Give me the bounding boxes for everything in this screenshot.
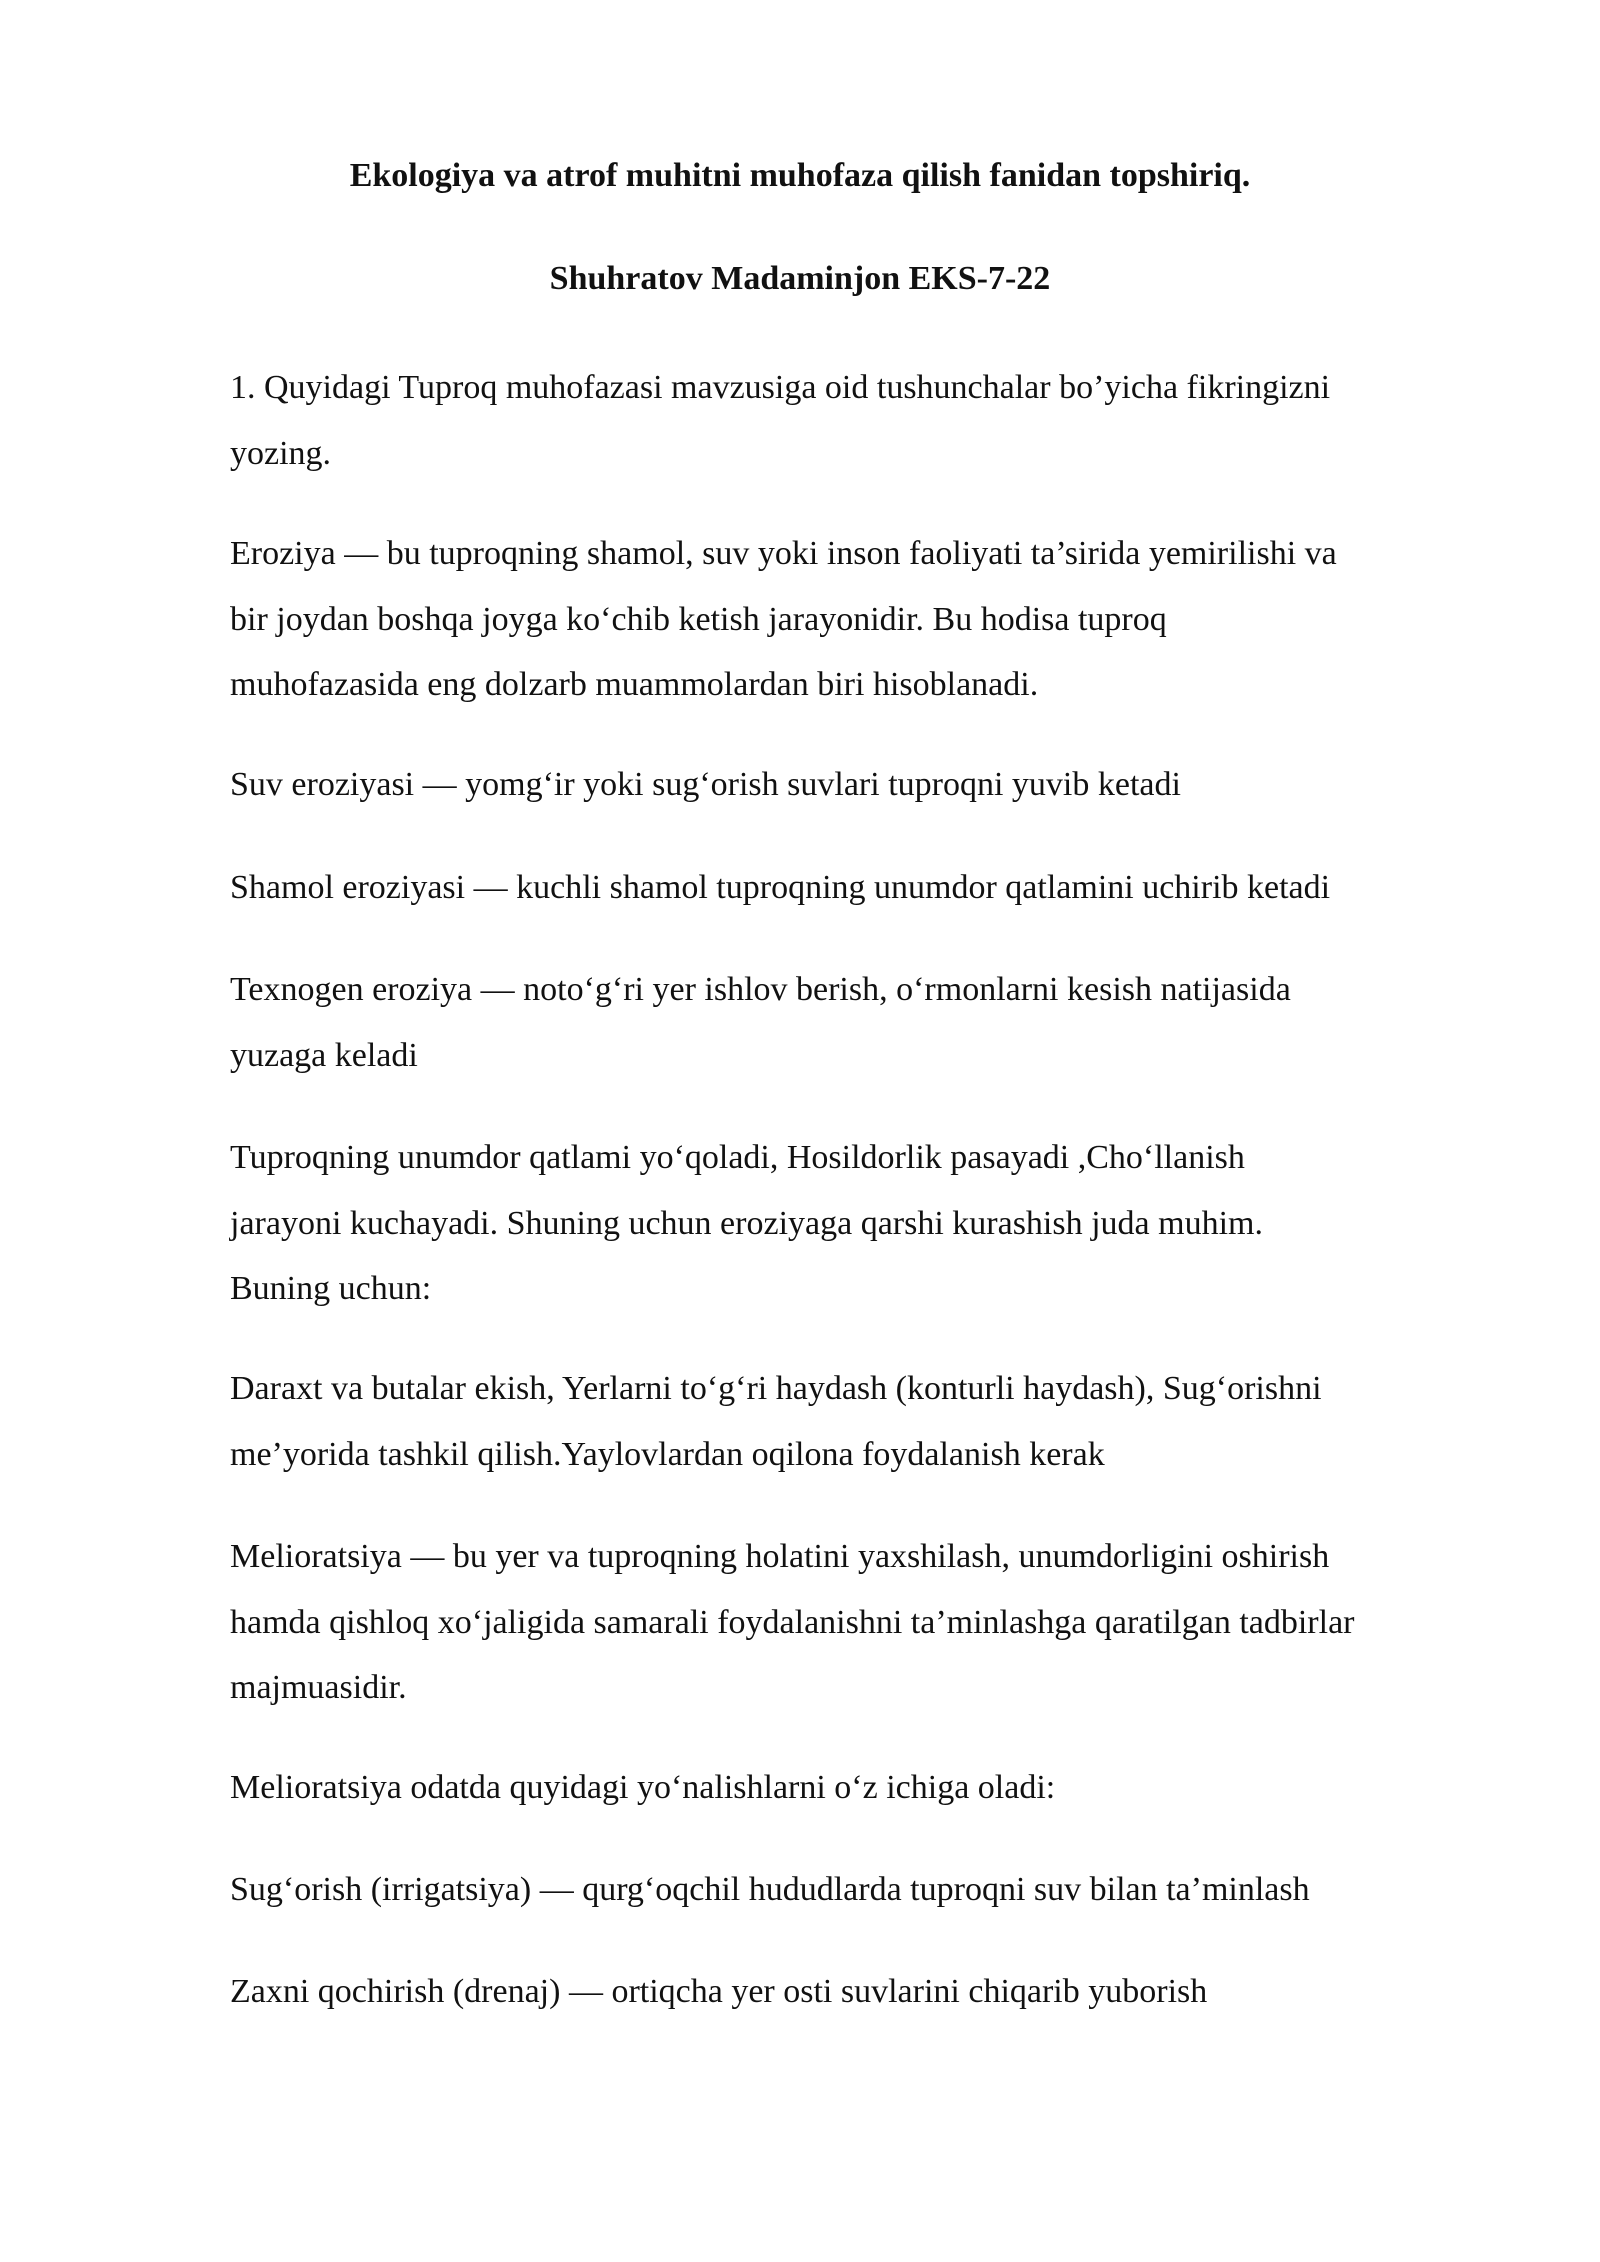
paragraph-line: bir joydan boshqa joyga ko‘chib ketish jarayonidir. Bu hodisa tuproq: [230, 600, 1167, 638]
paragraph-line: majmuasidir.: [230, 1669, 407, 1706]
paragraph-line: Shamol eroziyasi — kuchli shamol tuproqning unumdor qatlamini uchirib ketadi: [230, 869, 1331, 906]
paragraph-line: Daraxt va butalar ekish, Yerlarni to‘g‘ri haydash (konturli haydash), Sug‘orishni: [230, 1370, 1322, 1407]
paragraph-line: muhofazasida eng dolzarb muammolardan biri hisoblanadi.: [230, 666, 1039, 703]
paragraph-line: Zaxni qochirish (drenaj) — ortiqcha yer osti suvlarini chiqarib yuborish: [230, 1973, 1208, 2010]
paragraph-question: [230, 355, 1510, 486]
paragraph-line: yuzaga keladi: [230, 1036, 418, 1074]
paragraph-line: Buning uchun:: [230, 1270, 432, 1307]
paragraph-measures: [230, 1356, 1510, 1487]
paragraph-melioration-definition: [230, 1524, 1510, 1721]
paragraph-line: Melioratsiya — bu yer va tuproqning holatini yaxshilash, unumdorligini oshirish: [230, 1538, 1330, 1575]
paragraph-line: Eroziya — bu tuproqning shamol, suv yoki inson faoliyati ta’sirida yemirilishi va: [230, 535, 1337, 572]
paragraph-melioration-directions: [230, 1755, 1510, 1821]
paragraph-line: Texnogen eroziya — noto‘g‘ri yer ishlov berish, o‘rmonlarni kesish natijasida: [230, 971, 1291, 1008]
paragraph-line: Melioratsiya odatda quyidagi yo‘nalishlarni o‘z ichiga oladi:: [230, 1769, 1056, 1806]
paragraph-technogenic-erosion: [230, 957, 1510, 1088]
paragraph-wind-erosion: [230, 855, 1510, 921]
paragraph-line: Tuproqning unumdor qatlami yo‘qoladi, Hosildorlik pasayadi ,Cho‘llanish: [230, 1139, 1245, 1176]
document-author: Shuhratov Madaminjon EKS-7-22: [549, 260, 1051, 297]
paragraph-consequences: [230, 1125, 1510, 1322]
paragraph-irrigation: [230, 1857, 1510, 1923]
paragraph-drainage: [230, 1959, 1510, 2025]
paragraph-line: me’yorida tashkil qilish.Yaylovlardan oqilona foydalanish kerak: [230, 1435, 1105, 1473]
paragraph-line: Suv eroziyasi — yomg‘ir yoki sug‘orish suvlari tuproqni yuvib ketadi: [230, 766, 1181, 803]
paragraph-line: hamda qishloq xo‘jaligida samarali foydalanishni ta’minlashga qaratilgan tadbirlar: [230, 1603, 1355, 1641]
paragraph-line: yozing.: [230, 434, 332, 472]
document-title: Ekologiya va atrof muhitni muhofaza qilish fanidan topshiriq.: [349, 157, 1251, 194]
paragraph-water-erosion: [230, 752, 1510, 818]
paragraph-line: 1. Quyidagi Tuproq muhofazasi mavzusiga oid tushunchalar bo’yicha fikringizni: [230, 369, 1331, 406]
paragraph-line: Sug‘orish (irrigatsiya) — qurg‘oqchil hududlarda tuproqni suv bilan ta’minlash: [230, 1871, 1310, 1908]
paragraph-line: jarayoni kuchayadi. Shuning uchun eroziyaga qarshi kurashish juda muhim.: [230, 1204, 1263, 1242]
paragraph-erosion-definition: [230, 521, 1510, 718]
